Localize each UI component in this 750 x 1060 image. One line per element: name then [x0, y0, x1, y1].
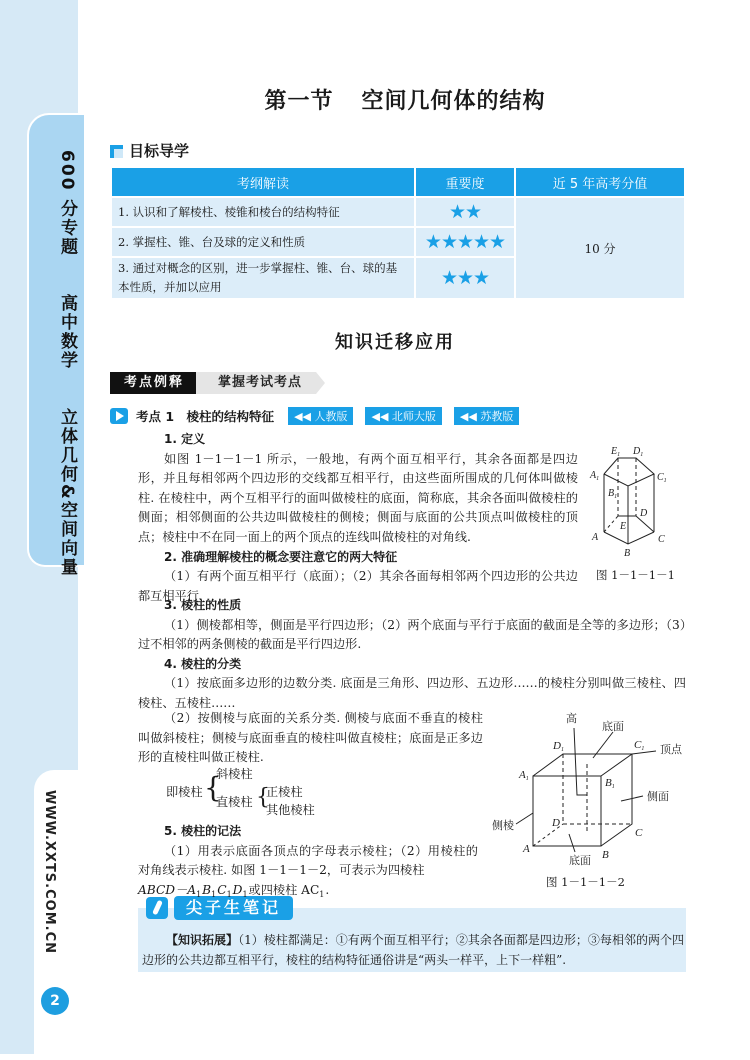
series-label: 600 分专题 — [57, 150, 77, 257]
knowledge-title: 知识迁移应用 — [335, 332, 455, 353]
notes-body: （1）棱柱都满足：①有两个面互相平行；②其余各面都是四边形；③每相邻的两个四边形的公共边都互相平行，棱柱的结构特征通俗讲是“两头一样平，上下一样粗”. — [142, 933, 684, 967]
label-D: D — [552, 817, 560, 829]
paragraph: 如图 1－1－1－1 所示，一般地，有两个面互相平行，其余各面都是四边形，并且每相邻两个四边形的交线都互相平行，由这些面所围成的几何体叫做棱柱. 在棱柱中，两个互相平行的面叫做棱柱的底面，简称底，其余各面叫做棱柱的侧面；相邻侧面的公共边叫做棱柱的侧棱；侧面与底面的公共顶点叫做棱柱的顶点；棱柱中不在同一面上的两个顶点的连线叫做棱柱的对角线. — [138, 451, 578, 544]
banner-right: 掌握考试考点 — [196, 372, 316, 394]
subject-label: 高中数学 — [57, 294, 77, 371]
notation-a: ABCD－A — [138, 882, 197, 897]
height-pointer — [574, 728, 587, 795]
notation-b: 或四棱柱 AC — [248, 882, 320, 897]
paragraph: （1）侧棱都相等，侧面是平行四边形；（2）两个底面与平行于底面的截面是全等的多边形；（3）过不相邻的两条侧棱的截面是平行四边形. — [138, 617, 686, 652]
label-B: B — [602, 849, 609, 861]
figure-2-caption: 图 1－1－1－2 — [546, 875, 625, 889]
goals-heading-text: 目标导学 — [129, 142, 190, 160]
label-A: A — [592, 532, 599, 543]
page-number: 2 — [41, 987, 69, 1015]
bottom-pointer — [569, 834, 575, 852]
subheading: 3. 棱柱的性质 — [164, 598, 242, 612]
label-D1: D1 — [553, 740, 564, 753]
play-icon — [110, 408, 128, 424]
section-banner — [110, 372, 316, 394]
label-side-edge: 侧棱 — [492, 820, 514, 832]
col-header-importance: 重要度 — [416, 168, 514, 196]
table-row — [112, 198, 684, 226]
section-number: 第一节 — [264, 88, 334, 114]
label-C: C — [635, 827, 643, 839]
section-name: 空间几何体的结构 — [361, 88, 546, 114]
label-B: B — [624, 548, 631, 559]
section-4-2 — [138, 709, 483, 768]
label-E1: $E_1$ — [611, 446, 621, 458]
label-B1: B1 — [605, 777, 615, 790]
importance-stars: ★★★★★ — [416, 228, 514, 256]
subheading: 4. 棱柱的分类 — [164, 656, 242, 671]
paragraph: （2）按侧棱与底面的关系分类. 侧棱与底面不垂直的棱柱叫做斜棱柱；侧棱与底面垂直的棱柱叫做直棱柱；底面是正多边形的直棱柱叫做正棱柱. — [138, 711, 483, 765]
notes-text — [142, 930, 684, 970]
notation-line: ABCD－A1B1C1D1或四棱柱 AC1. — [138, 882, 330, 899]
edition-tag-beishida[interactable]: ◀◀ 北师大版 — [365, 407, 441, 425]
figure-1-caption: 图 1－1－1－1 — [596, 568, 675, 582]
label-C1: $C_1$ — [657, 472, 667, 484]
subheading: 2. 准确理解棱柱的概念要注意它的两大特征 — [164, 549, 398, 564]
tree-root: 即棱柱 — [166, 785, 203, 799]
paragraph: （1）按底面多边形的边数分类. 底面是三角形、四边形、五边形……的棱柱分别叫做三棱柱、四棱柱、五棱柱…… — [138, 676, 686, 710]
label-E: E — [620, 521, 627, 532]
label-B1: $B_1$ — [608, 488, 618, 500]
paragraph: （1）有两个面互相平行（底面）；（2）其余各面每相邻两个四边形的公共边都互相平行. — [138, 569, 578, 603]
subheading: 1. 定义 — [164, 432, 206, 446]
goal-text: 2. 掌握柱、锥、台及球的定义和性质 — [112, 228, 414, 256]
label-D1: $D_1$ — [633, 446, 644, 458]
side-edge-pointer — [516, 813, 533, 824]
edition-tag-renjiao[interactable]: ◀◀ 人教版 — [288, 407, 353, 425]
label-A: A — [523, 843, 530, 855]
goals-heading — [110, 140, 189, 161]
figure-cube-prism — [490, 706, 700, 871]
section-1-2 — [138, 430, 578, 606]
label-top-base: 底面 — [602, 721, 624, 733]
subscript: 1 — [226, 889, 232, 899]
tree-right: 直棱柱 — [216, 795, 253, 809]
corner-mark-icon — [110, 145, 123, 158]
subscript: 1 — [319, 889, 325, 899]
label-height: 高 — [566, 713, 577, 725]
label-C1: C1 — [634, 739, 645, 752]
goals-table — [110, 166, 686, 300]
col-header-score: 近 5 年高考分值 — [516, 168, 684, 196]
sidebar-tab-text — [30, 150, 80, 577]
subscript: 1 — [211, 889, 217, 899]
col-header-outline: 考纲解读 — [112, 168, 414, 196]
goal-text: 3. 通过对概念的区别，进一步掌握柱、锥、台、球的基本性质，并加以应用 — [112, 258, 414, 298]
kaodian-title: 考点 1 棱柱的结构特征 — [136, 409, 275, 424]
kaodian-line — [110, 407, 531, 425]
brace-icon: { — [204, 771, 222, 804]
section-5 — [138, 822, 478, 900]
banner-left: 考点例释 — [110, 372, 196, 394]
prism-bottom-edges — [604, 532, 654, 544]
subscript: 1 — [242, 889, 248, 899]
label-A1: $A_1$ — [590, 470, 600, 482]
prism-top-edges — [604, 458, 654, 486]
front-face — [533, 776, 601, 846]
importance-stars: ★★★ — [416, 258, 514, 298]
label-D: D — [640, 508, 648, 519]
goals-header-row — [112, 168, 684, 196]
subheading: 5. 棱柱的记法 — [164, 824, 242, 838]
page-title — [0, 84, 750, 115]
importance-stars: ★★ — [416, 198, 514, 226]
goal-text: 1. 认识和了解棱柱、棱锥和棱台的结构特征 — [112, 198, 414, 226]
site-url: WWW.XXTS.COM.CN — [42, 790, 57, 954]
exam-score: 10 分 — [516, 198, 684, 298]
sidebar-notch — [34, 770, 80, 1060]
notes-title: 尖子生笔记 — [174, 896, 293, 920]
label-bottom-base: 底面 — [569, 855, 591, 867]
notes-tag: 【知识拓展】 — [166, 933, 239, 947]
edition-tag-sujiao[interactable]: ◀◀ 苏教版 — [454, 407, 519, 425]
tree-oblique: 斜棱柱 — [216, 767, 253, 781]
figure-pentagonal-prism — [586, 444, 696, 566]
tree-other: 其他棱柱 — [266, 803, 315, 817]
section-3-4 — [138, 596, 686, 714]
label-vertex: 顶点 — [660, 744, 682, 756]
label-C: C — [658, 534, 665, 545]
top-edges — [533, 754, 632, 776]
hidden-edge — [604, 516, 618, 532]
label-side-face: 侧面 — [647, 791, 669, 803]
label-A1: A1 — [519, 769, 529, 782]
topic-label: 立体几何&空间向量 — [57, 408, 77, 577]
tree-regular: 正棱柱 — [266, 785, 303, 799]
paragraph: （1）用表示底面各顶点的字母表示棱柱；（2）用棱柱的对角线表示棱柱. 如图 1－1－1－2，可表示为四棱柱 — [138, 843, 478, 878]
brace-icon: { — [256, 785, 270, 810]
subscript: 1 — [196, 889, 202, 899]
